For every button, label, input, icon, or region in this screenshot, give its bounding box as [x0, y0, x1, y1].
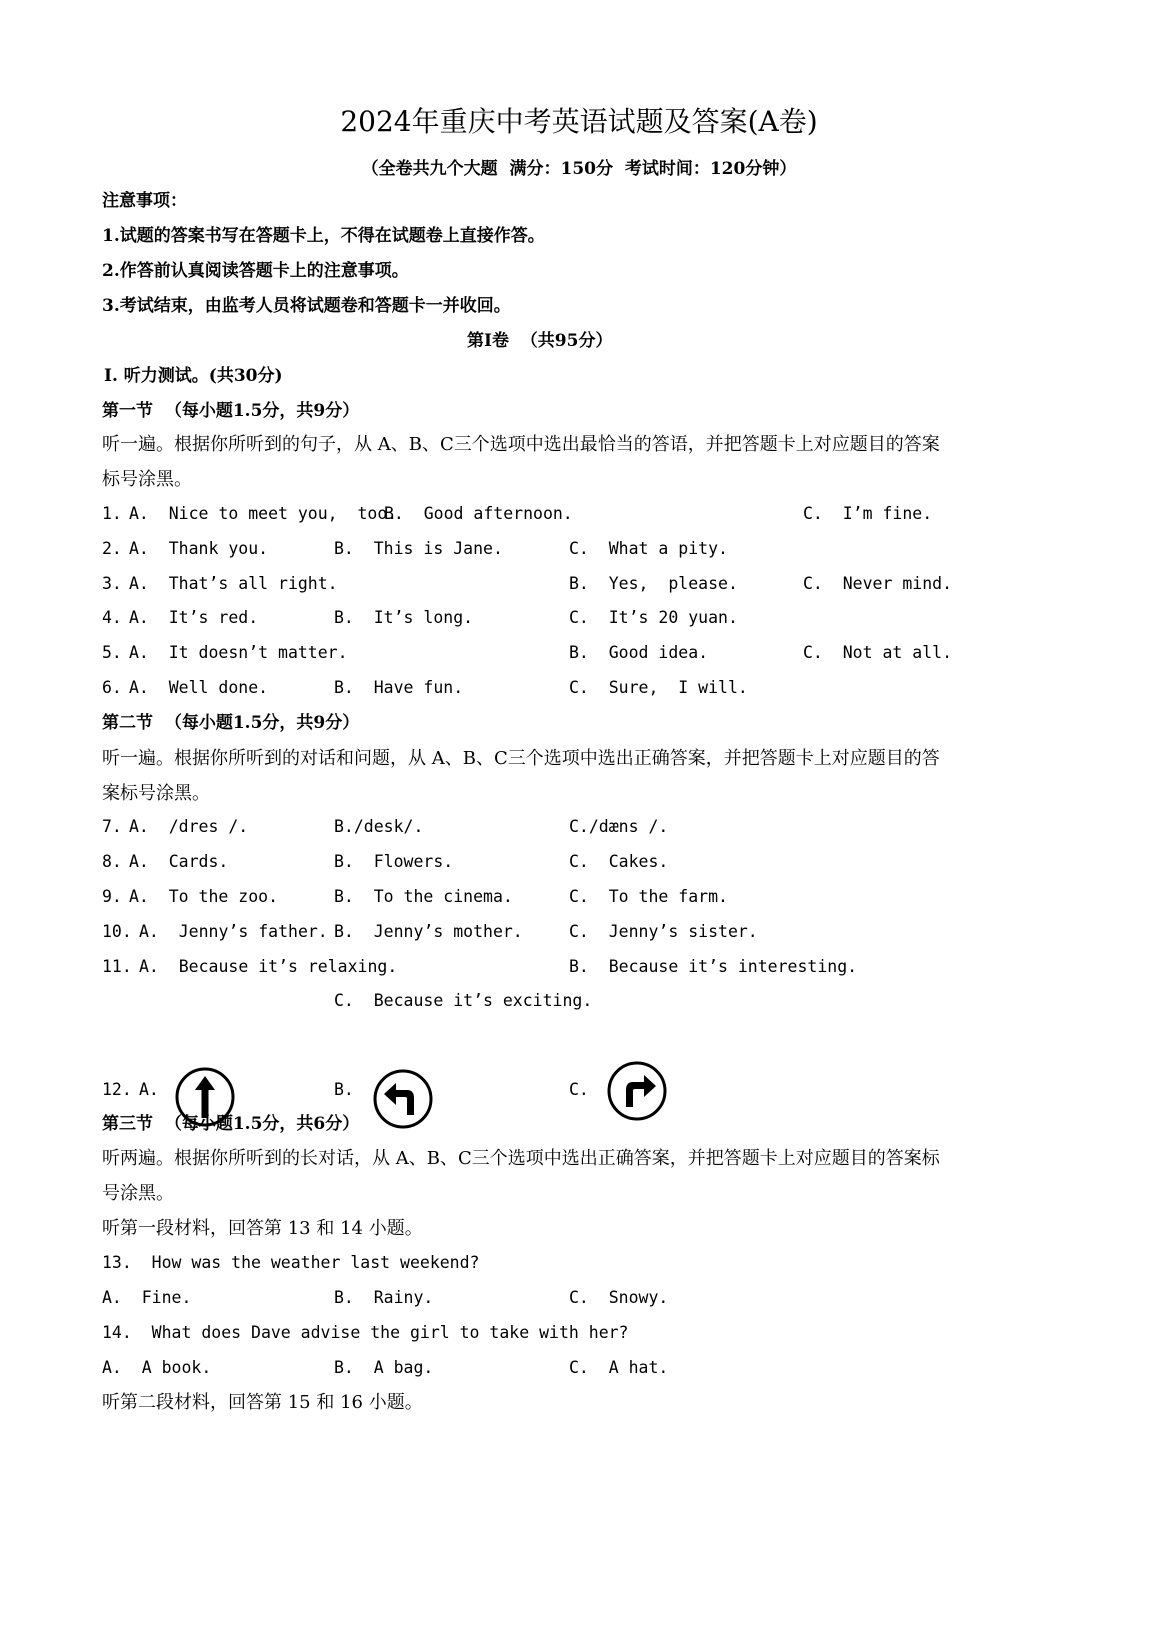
note-item: 2.作答前认真阅读答题卡上的注意事项。 — [102, 261, 409, 281]
option-b: B. Rainy. — [334, 1288, 434, 1307]
question-number: 9. — [102, 887, 122, 906]
option-c: C. Never mind. — [803, 574, 953, 593]
option-c: C. Snowy. — [569, 1288, 669, 1307]
option-c: C. — [569, 1080, 589, 1099]
turn-left-arrow-sign-icon — [372, 1030, 434, 1149]
option-a: A. Because it’s relaxing. — [139, 957, 398, 976]
question-number: 12. — [102, 1080, 132, 1099]
section3-instruction: 听两遍。根据你所听到的长对话，从 A、B、C三个选项中选出正确答案，并把答题卡上对应题目的答案标 — [102, 1148, 940, 1169]
option-c: C. A hat. — [569, 1358, 669, 1377]
option-a: A. Fine. — [102, 1288, 192, 1307]
question-number: 10. — [102, 922, 132, 941]
option-b: B. Have fun. — [334, 678, 464, 697]
question-number: 3. — [102, 574, 122, 593]
question-text: 14. What does Dave advise the girl to take with her? — [102, 1323, 629, 1342]
option-c: C. Sure, I will. — [569, 678, 748, 697]
option-a: A. — [139, 1080, 159, 1099]
option-c: C. Jenny’s sister. — [569, 922, 758, 941]
option-a: A. That’s all right. — [129, 574, 338, 593]
question-number: 8. — [102, 852, 122, 871]
option-b: B. Good afternoon. — [384, 504, 573, 523]
option-c: C. Because it’s exciting. — [334, 991, 593, 1010]
note-item: 3.考试结束，由监考人员将试题卷和答题卡一并收回。 — [102, 296, 511, 316]
question-text: 13. How was the weather last weekend? — [102, 1253, 480, 1272]
option-a: A. Thank you. — [129, 539, 269, 558]
option-c: C. I’m fine. — [803, 504, 933, 523]
option-a: A. Well done. — [129, 678, 269, 697]
question-number: 11. — [102, 957, 132, 976]
question-number: 5. — [102, 643, 122, 662]
section2-heading: 第二节 （每小题1.5分，共9分） — [102, 713, 360, 733]
option-a: A. /dres /. — [129, 817, 249, 836]
question-number: 4. — [102, 608, 122, 627]
section3-instruction: 号涂黑。 — [102, 1183, 174, 1204]
notes-heading: 注意事项： — [102, 191, 187, 211]
option-c: C. Not at all. — [803, 643, 953, 662]
exam-info-subtitle: （全卷共九个大题 满分：150分 考试时间：120分钟） — [361, 159, 797, 179]
question-number: 7. — [102, 817, 122, 836]
option-a: A. It’s red. — [129, 608, 259, 627]
option-a: A. Cards. — [129, 852, 229, 871]
option-a: A. It doesn’t matter. — [129, 643, 348, 662]
question-number: 1. — [102, 504, 122, 523]
option-a: A. A book. — [102, 1358, 212, 1377]
part1-heading: Ⅰ. 听力测试。(共30分) — [104, 366, 283, 386]
question-number: 6. — [102, 678, 122, 697]
section1-instruction: 听一遍。根据你所听到的句子，从 A、B、C三个选项中选出最恰当的答语，并把答题卡上对应题目的答案 — [102, 434, 940, 455]
option-b: B. Yes, please. — [569, 574, 738, 593]
option-b: B. Flowers. — [334, 852, 454, 871]
section2-instruction: 案标号涂黑。 — [102, 783, 210, 804]
volume-heading: 第Ⅰ卷 （共95分） — [467, 331, 613, 351]
material-intro: 听第二段材料，回答第 15 和 16 小题。 — [102, 1392, 423, 1413]
section1-heading: 第一节 （每小题1.5分，共9分） — [102, 401, 360, 421]
material-intro: 听第一段材料，回答第 13 和 14 小题。 — [102, 1218, 423, 1239]
turn-right-arrow-sign-icon — [606, 1022, 668, 1141]
option-b: B. — [334, 1080, 354, 1099]
option-b: B. To the cinema. — [334, 887, 513, 906]
section2-instruction: 听一遍。根据你所听到的对话和问题，从 A、B、C三个选项中选出正确答案，并把答题卡上对应题目的答 — [102, 748, 940, 769]
option-b: B. This is Jane. — [334, 539, 503, 558]
option-b: B. Jenny’s mother. — [334, 922, 523, 941]
option-c: C. It’s 20 yuan. — [569, 608, 738, 627]
question-number: 2. — [102, 539, 122, 558]
option-b: B./desk/. — [334, 817, 424, 836]
section3-heading: 第三节 （每小题1.5分，共6分） — [102, 1114, 360, 1134]
option-b: B. A bag. — [334, 1358, 434, 1377]
option-c: C. To the farm. — [569, 887, 728, 906]
option-b: B. It’s long. — [334, 608, 474, 627]
page-title: 2024年重庆中考英语试题及答案(A卷) — [340, 105, 818, 138]
option-b: B. Because it’s interesting. — [569, 957, 858, 976]
option-c: C./dæns /. — [569, 817, 669, 836]
option-b: B. Good idea. — [569, 643, 709, 662]
option-a: A. Jenny’s father. — [139, 922, 328, 941]
option-a: A. To the zoo. — [129, 887, 279, 906]
note-item: 1.试题的答案书写在答题卡上，不得在试题卷上直接作答。 — [102, 226, 545, 246]
section1-instruction: 标号涂黑。 — [102, 469, 192, 490]
option-c: C. Cakes. — [569, 852, 669, 871]
option-a: A. Nice to meet you, too. — [129, 504, 398, 523]
option-c: C. What a pity. — [569, 539, 728, 558]
